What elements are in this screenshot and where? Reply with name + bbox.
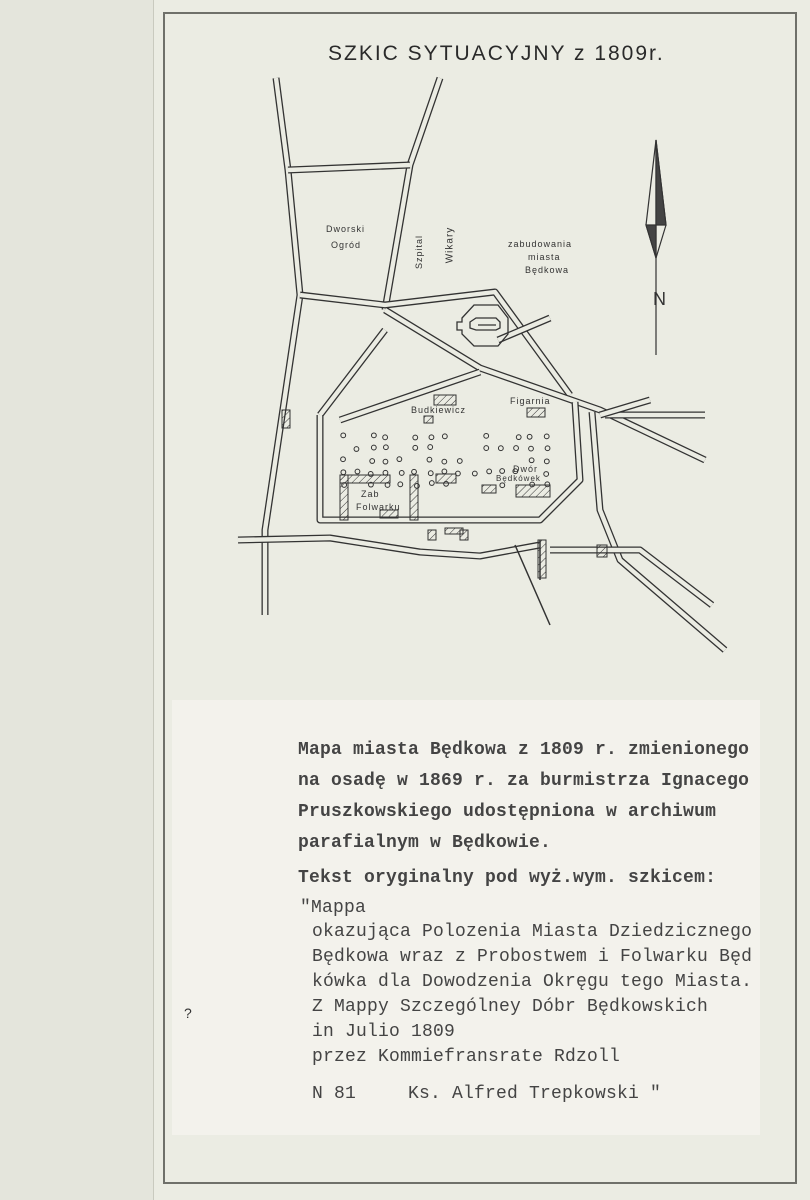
label-folwarku: Folwarku [356,502,401,512]
tree [545,446,550,451]
tree [428,445,433,450]
caption-line: parafialnym w Będkowie. [298,833,552,853]
tree [442,434,447,439]
building [410,475,418,520]
tree [484,433,489,438]
tree [516,435,521,440]
tree [383,459,388,464]
building [597,545,607,557]
tree [527,434,532,439]
road-fill [238,538,540,556]
label-miasta: miasta [528,252,561,262]
building [527,408,545,417]
building [482,485,496,493]
tree [429,435,434,440]
building [424,416,433,423]
label-zab: Zab [361,489,380,499]
road-fill [320,330,385,415]
tree [428,471,433,476]
tree [371,433,376,438]
situational-map [163,12,793,702]
building [428,530,436,540]
label-bedkowa: Będkowa [525,265,570,275]
tree [487,469,492,474]
tree [529,446,534,451]
tree [397,457,402,462]
tree [484,446,489,451]
margin-mark: ? [184,1005,192,1021]
building [538,540,546,578]
quote-line: przez Kommiefransrate Rdzoll [312,1047,621,1067]
quote-line: in Julio 1809 [312,1022,456,1042]
label-bedkowek: Będkówek [496,474,541,483]
caption-line: na osadę w 1869 r. za burmistrza Ignacego [298,771,750,791]
building [340,475,348,520]
tree [354,447,359,452]
tree [371,445,376,450]
tree [472,471,477,476]
caption-line: Mapa miasta Będkowa z 1809 r. zmienionego [298,740,750,760]
label-dworski: Dworski [326,224,366,234]
tree [370,459,375,464]
compass-icon [646,140,666,355]
tree [442,459,447,464]
tree [413,435,418,440]
quote-line: kówka dla Dowodzenia Okręgu tego Miasta. [312,972,753,992]
tree [442,469,447,474]
label-wikary: Wikary [444,226,456,264]
tree [514,446,519,451]
tree [383,435,388,440]
tree [398,482,403,487]
road-fill [550,550,712,605]
road [385,78,440,310]
label-ogrod: Ogród [331,240,362,250]
tree [383,470,388,475]
compass-north-label: N [653,289,667,309]
label-szpital: Szpital [414,234,425,270]
tree [412,469,417,474]
tree [341,433,346,438]
building [460,530,468,540]
tree [355,469,360,474]
tree [413,445,418,450]
quote-line: "Mappa [300,898,367,918]
quote-line: Z Mappy Szczególney Dóbr Będkowskich [312,997,709,1017]
caption-heading: Tekst oryginalny pod wyż.wym. szkicem: [298,868,717,888]
label-dwor: Dwór [513,464,539,474]
tree [399,471,404,476]
building [282,410,290,428]
road [550,550,712,605]
tree [384,445,389,450]
label-zabudowania: zabudowania [508,239,573,249]
tree [427,457,432,462]
tree [429,481,434,486]
caption-box [172,700,760,1135]
label-figarnia: Figarnia [510,396,551,406]
tree [457,459,462,464]
road [592,412,725,650]
road [265,78,300,615]
map-title: SZKIC SYTUACYJNY z 1809r. [328,42,665,65]
tree [498,446,503,451]
quote-line: okazująca Polozenia Miasta Dziedzicznego [312,922,753,942]
caption-line: Pruszkowskiego udostępniona w archiwum [298,802,717,822]
tree [544,434,549,439]
archive-number: N 81 [312,1084,357,1104]
tree [341,470,346,475]
label-budkiewicz: Budkiewicz [411,405,467,415]
tree [544,472,549,477]
quote-line: Będkowa wraz z Probostwem i Folwarku Będ [312,947,753,967]
tree [456,471,461,476]
tree [544,459,549,464]
tree [341,457,346,462]
signature: Ks. Alfred Trepkowski " [408,1084,662,1104]
